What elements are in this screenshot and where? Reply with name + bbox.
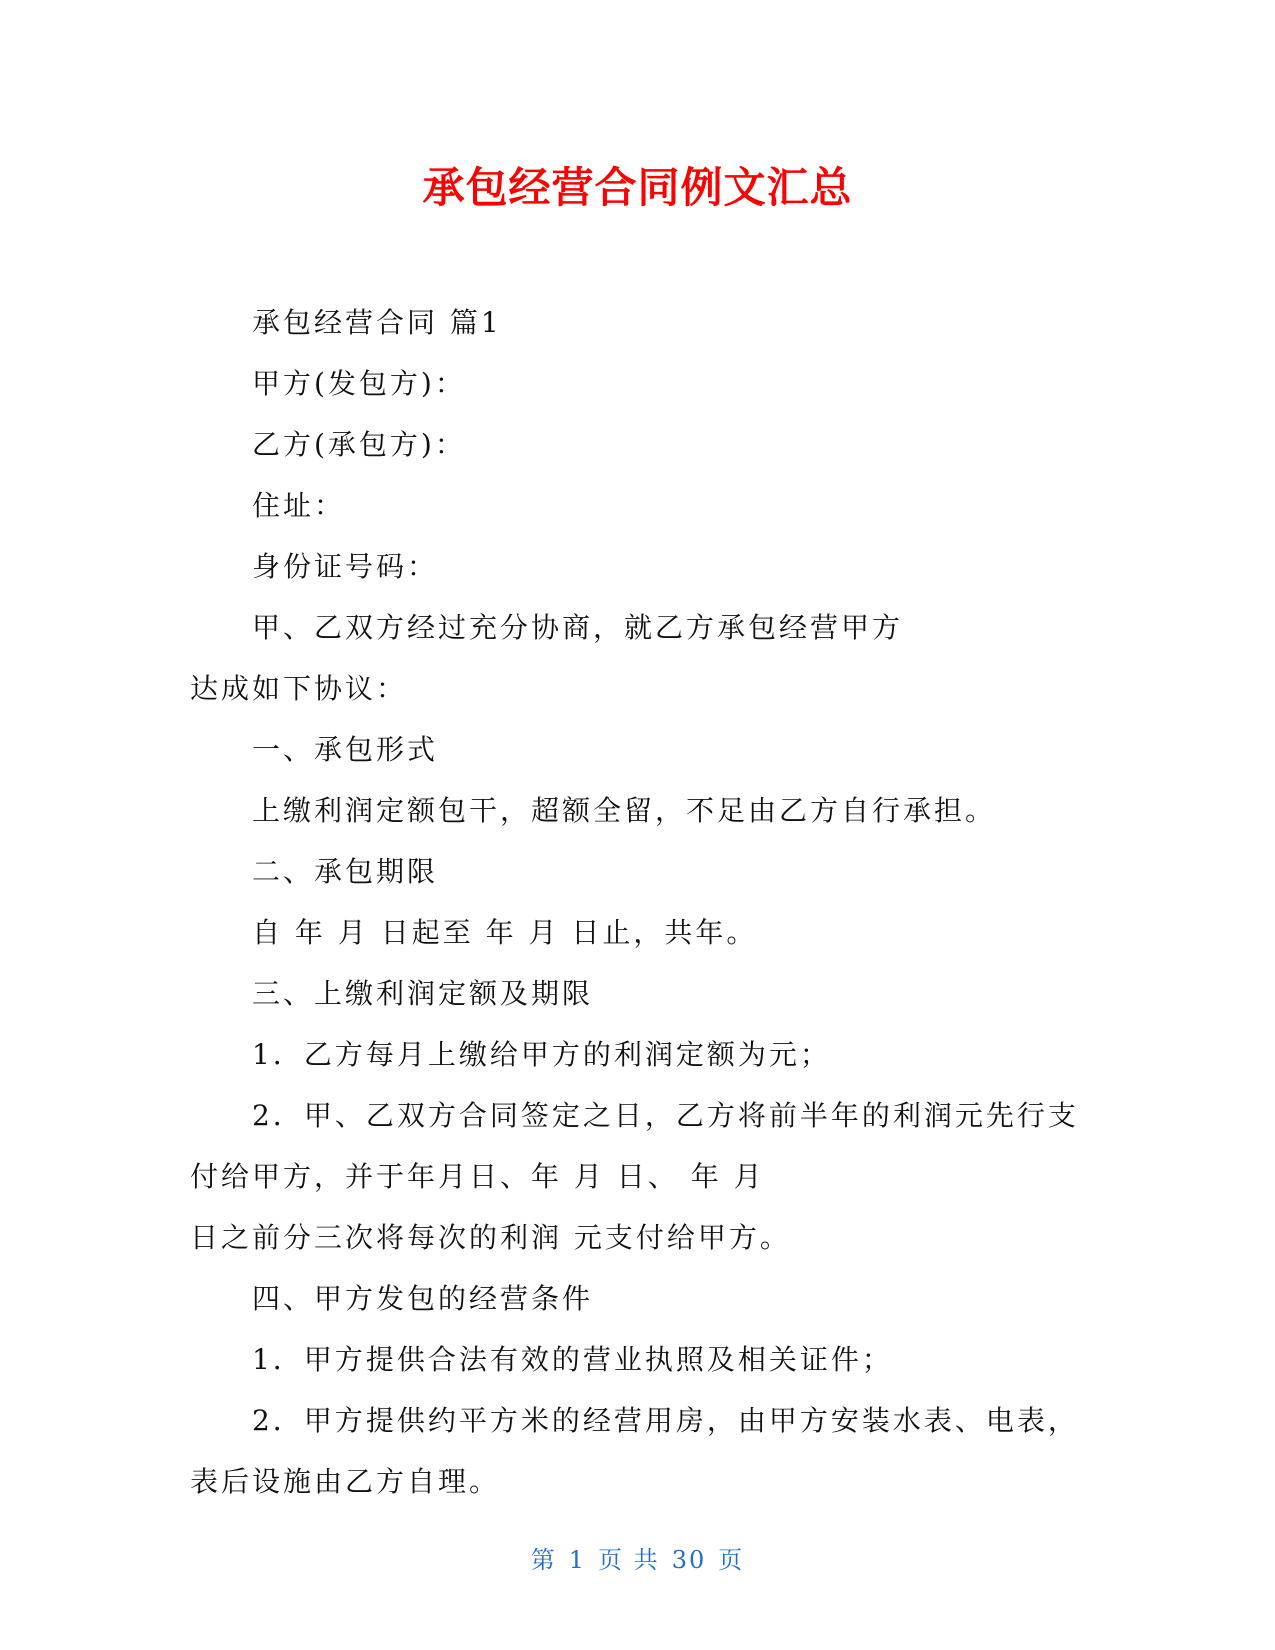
footer-label-pages: 页 — [718, 1546, 745, 1574]
page-title: 承包经营合同例文汇总 — [422, 163, 853, 212]
text-line: 四、甲方发包的经营条件 — [252, 1282, 594, 1315]
text-line: 身份证号码： — [252, 550, 439, 583]
text-line: 付给甲方，并于年月日、年 月 日、 年 月 — [190, 1160, 765, 1193]
footer-label-of: 页 共 — [598, 1546, 660, 1574]
footer-current-page: 1 — [568, 1546, 587, 1574]
text-line: 日之前分三次将每次的利润 元支付给甲方。 — [190, 1221, 791, 1254]
text-line: 甲、乙双方经过充分协商，就乙方承包经营甲方 — [252, 611, 904, 644]
footer-label-page: 第 — [530, 1546, 557, 1574]
text-line: 2．甲、乙双方合同签定之日，乙方将前半年的利润元先行支 — [252, 1099, 1079, 1132]
text-line: 住址： — [252, 489, 346, 522]
text-line: 乙方(承包方)： — [252, 428, 466, 461]
text-line: 一、承包形式 — [252, 733, 439, 766]
footer-total-pages: 30 — [671, 1546, 707, 1574]
text-line: 自 年 月 日起至 年 月 日止，共年。 — [252, 916, 758, 949]
text-line: 1．乙方每月上缴给甲方的利润定额为元； — [252, 1038, 831, 1071]
document-body — [190, 292, 1090, 1512]
text-line: 二、承包期限 — [252, 855, 439, 888]
text-line: 承包经营合同 篇1 — [252, 306, 502, 339]
text-line: 上缴利润定额包干，超额全留，不足由乙方自行承担。 — [252, 794, 997, 827]
page-footer — [0, 1540, 1275, 1575]
text-line: 甲方(发包方)： — [252, 367, 466, 400]
text-line: 2．甲方提供约平方米的经营用房，由甲方安装水表、电表， — [252, 1404, 1079, 1437]
text-line: 三、上缴利润定额及期限 — [252, 977, 594, 1010]
text-line: 1．甲方提供合法有效的营业执照及相关证件； — [252, 1343, 893, 1376]
text-line: 表后设施由乙方自理。 — [190, 1465, 501, 1498]
text-line: 达成如下协议： — [190, 672, 408, 705]
